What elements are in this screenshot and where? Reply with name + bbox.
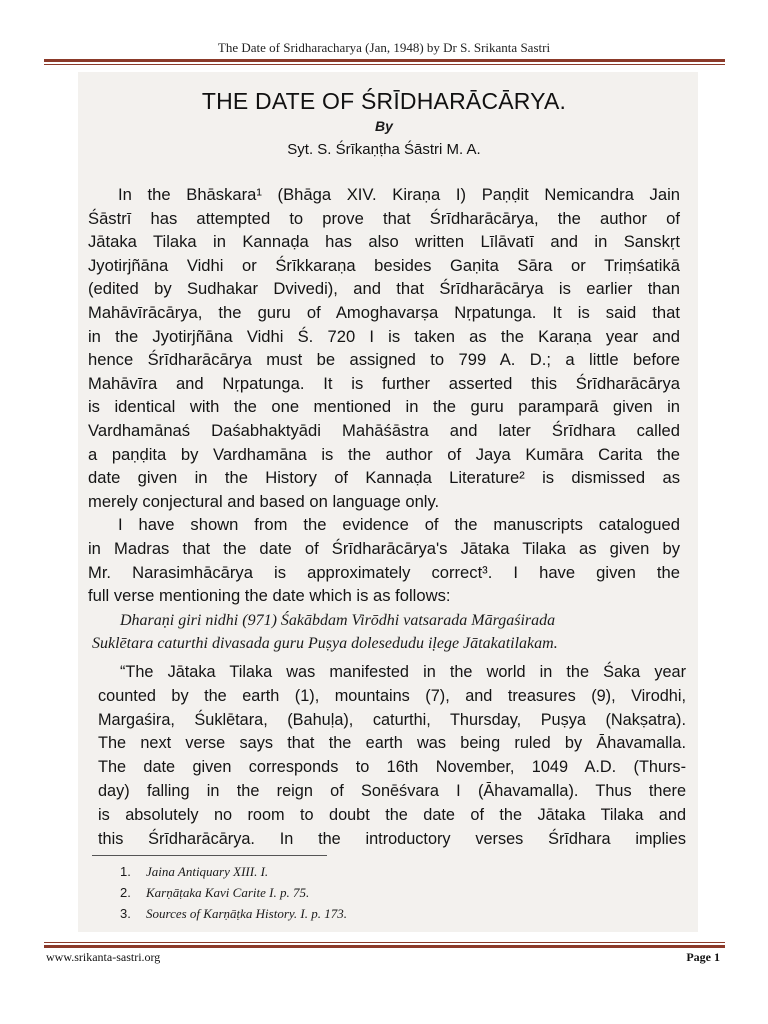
text-line: a paṇḍita by Vardhamāna is the author of Jaya Kumāra Carita the [88,444,680,464]
sanskrit-verse [92,609,692,655]
verse-line: Suklētara caturthi divasada guru Puṣya dolesedudu iḷege Jātakatilakam. [92,635,558,652]
footnote-number: 2. [120,885,131,900]
footnote-number: 1. [120,864,131,879]
text-line: Jyotirjñāna Vidhi or Śrīkkaraṇa besides Gaṇita Sāra or Triṃśatikā [88,255,680,275]
footer-rule [44,945,725,948]
author-name: Syt. S. Śrīkaṇṭha Śāstri M. A. [287,141,481,158]
text-line: is identical with the one mentioned in the guru paramparā given in [88,397,680,417]
footnote-number: 3. [120,906,131,921]
text-line: this Śrīdharācārya. In the introductory verses Śrīdhara implies [98,829,686,848]
verse-line: Dharaṇi giri nidhi (971) Śakābdam Virōdhi vatsarada Mārgaśirada [120,612,556,629]
text-line: Mahāvīrācārya, the guru of Amoghavarṣa Nṛpatunga. It is said that [88,302,680,322]
running-head: The Date of Sridharacharya (Jan, 1948) by Dr S. Srikanta Sastri [217,40,551,55]
footnote-divider [92,855,327,856]
text-line: Mahāvīra and Nṛpatunga. It is further asserted this Śrīdharācārya [88,373,680,393]
verse-translation [98,661,686,851]
text-line: day) falling in the reign of Sonēśvara I (Āhavamalla). Thus there [98,781,686,800]
text-line: in the Jyotirjñāna Vidhi Ś. 720 I is taken as the Karaṇa year and [88,326,680,346]
text-line: I have shown from the evidence of the manuscripts catalogued [118,515,680,535]
footnote-text: Sources of Karṇāṭka History. I. p. 173. [146,906,348,921]
footer-url[interactable]: www.srikanta-sastri.org [46,950,161,964]
text-line: Mr. Narasimhācārya is approximately correct³. I have given the [88,562,680,582]
footer-rule-thin [44,942,725,943]
footnotes [120,861,520,924]
footnote-text: Karṇāṭaka Kavi Carite I. p. 75. [146,885,310,900]
page-number: Page 1 [686,950,720,964]
footnote [120,903,520,924]
text-line: in Madras that the date of Śrīdharācārya's Jātaka Tilaka as given by [88,538,680,558]
text-line: merely conjectural and based on language only. [88,491,440,511]
text-line: date given in the History of Kannaḍa Literature² is dismissed as [88,468,680,488]
footnote [120,861,520,882]
text-line: Śāstrī has attempted to prove that Śrīdharācārya, the author of [88,208,680,228]
text-line: full verse mentioning the date which is as follows: [88,586,451,606]
text-line: In the Bhāskara¹ (Bhāga XIV. Kiraṇa I) Paṇḍit Nemicandra Jain [118,185,680,204]
header-rule [44,59,725,62]
footnote [120,882,520,903]
text-line: Vardhamānaś Daśabhaktyādi Mahāśāstra and later Śrīdhara called [88,420,680,440]
article-title: THE DATE OF ŚRĪDHARĀCĀRYA. [201,88,567,114]
text-line: Margaśira, Śuklētara, (Bahuḷa), caturthi, Thursday, Puṣya (Nakṣatra). [98,710,686,729]
footnote-text: Jaina Antiquary XIII. I. [146,864,269,879]
text-line: The date given corresponds to 16th November, 1049 A.D. (Thurs- [98,758,686,777]
text-line: Jātaka Tilaka in Kannaḍa has also written Līlāvatī and in Sanskṛt [88,232,680,252]
text-line: “The Jātaka Tilaka was manifested in the world in the Śaka year [120,663,686,681]
text-line: hence Śrīdharācārya must be assigned to 799 A. D.; a little before [88,350,680,370]
article-body [88,183,680,608]
text-line: (edited by Sudhakar Dvivedi), and that Śrīdharācārya is earlier than [88,279,680,299]
byline: By [375,118,393,134]
text-line: counted by the earth (1), mountains (7), and treasures (9), Virodhi, [98,686,686,705]
text-line: is absolutely no room to doubt the date of the Jātaka Tilaka and [98,805,686,824]
text-line: The next verse says that the earth was being ruled by Āhavamalla. [98,734,686,753]
header-rule-thin [44,64,725,65]
